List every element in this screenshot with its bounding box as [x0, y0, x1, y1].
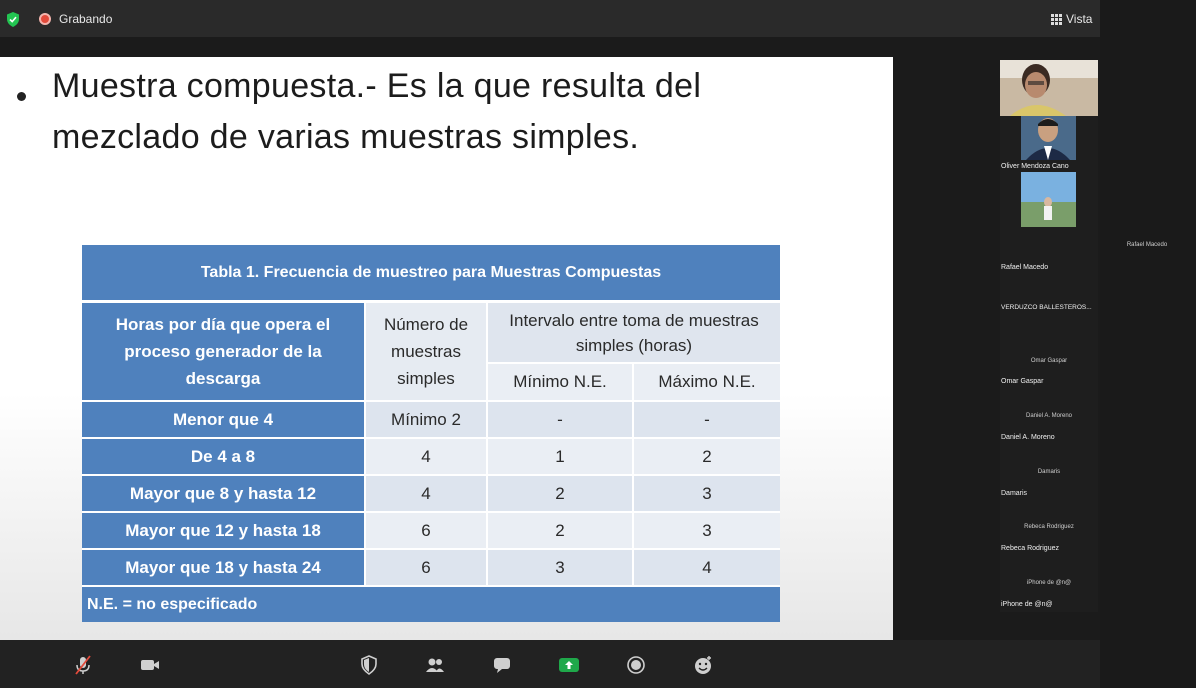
participant-video[interactable]	[1000, 116, 1098, 172]
meeting-top-bar	[0, 0, 1100, 37]
participants-icon[interactable]	[424, 654, 446, 676]
participant-video[interactable]	[1000, 276, 1098, 332]
table-row	[82, 513, 780, 550]
participant-avatar	[1000, 60, 1098, 116]
participant-name-center: Omar Gaspar	[1030, 358, 1068, 364]
table-row	[82, 476, 780, 513]
cell-hours: De 4 a 8	[82, 439, 366, 476]
participant-video[interactable]	[1000, 500, 1098, 556]
participant-avatar	[1000, 172, 1098, 228]
shared-screen-area	[0, 37, 1168, 640]
sampling-frequency-table	[82, 245, 780, 622]
table-title: Tabla 1. Frecuencia de muestreo para Muestras Compuestas	[82, 245, 780, 303]
cell-hours: Menor que 4	[82, 402, 366, 439]
record-icon	[39, 13, 51, 25]
cell-samples: 6	[366, 513, 488, 550]
participant-name: Rafael Macedo	[1001, 264, 1049, 271]
mic-muted-icon[interactable]	[72, 654, 94, 676]
participant-name-center: Rebeca Rodriguez	[1024, 524, 1074, 530]
header-samples-line1: Número de	[383, 315, 469, 334]
participant-name: Daniel A. Moreno	[1001, 434, 1055, 441]
participant-name: Damaris	[1001, 490, 1028, 497]
participant-video[interactable]	[1000, 388, 1098, 444]
view-button[interactable]: Vista	[1066, 12, 1093, 26]
header-hours-line1: Horas por día que opera el	[115, 315, 331, 334]
participant-video[interactable]	[1000, 556, 1098, 612]
header-subrow	[488, 364, 780, 402]
participant-video[interactable]	[1000, 172, 1168, 276]
table-header-row	[82, 303, 780, 402]
cell-min: 2	[488, 513, 634, 550]
header-interval	[488, 303, 780, 364]
cell-hours: Mayor que 12 y hasta 18	[82, 513, 366, 550]
header-min: Mínimo N.E.	[488, 364, 634, 402]
cell-samples: Mínimo 2	[366, 402, 488, 439]
chat-icon[interactable]	[491, 654, 513, 676]
participant-video[interactable]	[1000, 444, 1098, 500]
participant-video[interactable]	[1000, 60, 1098, 116]
header-hours-line2: proceso generador de la	[124, 342, 322, 361]
header-samples-line2: muestras	[391, 342, 461, 361]
table-row	[82, 550, 780, 587]
cell-max: 3	[634, 513, 780, 550]
cell-max: -	[634, 402, 780, 439]
cell-samples: 6	[366, 550, 488, 587]
reactions-icon[interactable]	[692, 654, 714, 676]
participant-name: Rebeca Rodriguez	[1001, 545, 1059, 552]
cell-max: 2	[634, 439, 780, 476]
cell-hours: Mayor que 18 y hasta 24	[82, 550, 366, 587]
camera-icon[interactable]	[139, 654, 161, 676]
cell-min: 3	[488, 550, 634, 587]
header-max: Máximo N.E.	[634, 364, 780, 402]
participants-gallery	[1000, 60, 1168, 634]
meeting-controls-bar	[0, 640, 1100, 688]
table-row	[82, 439, 780, 476]
cell-max: 4	[634, 550, 780, 587]
security-icon[interactable]	[358, 654, 380, 676]
cell-min: 2	[488, 476, 634, 513]
header-interval-line2: simples (horas)	[575, 335, 693, 355]
header-hours	[82, 303, 366, 402]
participant-video[interactable]	[1000, 332, 1098, 388]
cell-max: 3	[634, 476, 780, 513]
grid-view-icon[interactable]	[1051, 14, 1062, 25]
bullet-line-2: mezclado de varias muestras simples.	[52, 118, 640, 156]
table-row	[82, 402, 780, 439]
cell-hours: Mayor que 8 y hasta 12	[82, 476, 366, 513]
participant-avatar	[1000, 116, 1098, 162]
participant-name: iPhone de @n@	[1001, 601, 1053, 608]
bullet-line-1: Muestra compuesta.- Es la que resulta del	[52, 67, 702, 105]
table-footnote: N.E. = no especificado	[82, 587, 780, 622]
record-icon[interactable]	[625, 654, 647, 676]
participant-name-center: Rafael Macedo	[1126, 242, 1168, 248]
presentation-slide	[0, 57, 893, 668]
bullet-point	[17, 92, 26, 101]
participant-name-center: Daniel A. Moreno	[1025, 413, 1073, 419]
slide-bullet-text	[52, 61, 872, 163]
share-screen-icon[interactable]	[558, 654, 580, 676]
cell-min: -	[488, 402, 634, 439]
participant-name: Oliver Mendoza Cano	[1001, 163, 1069, 170]
participant-name: VERDUZCO BALLESTEROS...	[1001, 304, 1092, 311]
participant-name-center: Damaris	[1037, 469, 1061, 475]
participant-name-center: iPhone de @n@	[1026, 580, 1072, 586]
cell-samples: 4	[366, 439, 488, 476]
header-interval-line1: Intervalo entre toma de muestras	[509, 310, 759, 330]
participant-name: Omar Gaspar	[1001, 378, 1044, 385]
header-samples	[366, 303, 488, 402]
recording-label: Grabando	[59, 12, 113, 26]
cell-min: 1	[488, 439, 634, 476]
cell-samples: 4	[366, 476, 488, 513]
header-samples-line3: simples	[397, 369, 455, 388]
header-interval-group	[488, 303, 780, 402]
header-hours-line3: descarga	[185, 369, 261, 388]
shield-icon[interactable]	[6, 12, 20, 27]
